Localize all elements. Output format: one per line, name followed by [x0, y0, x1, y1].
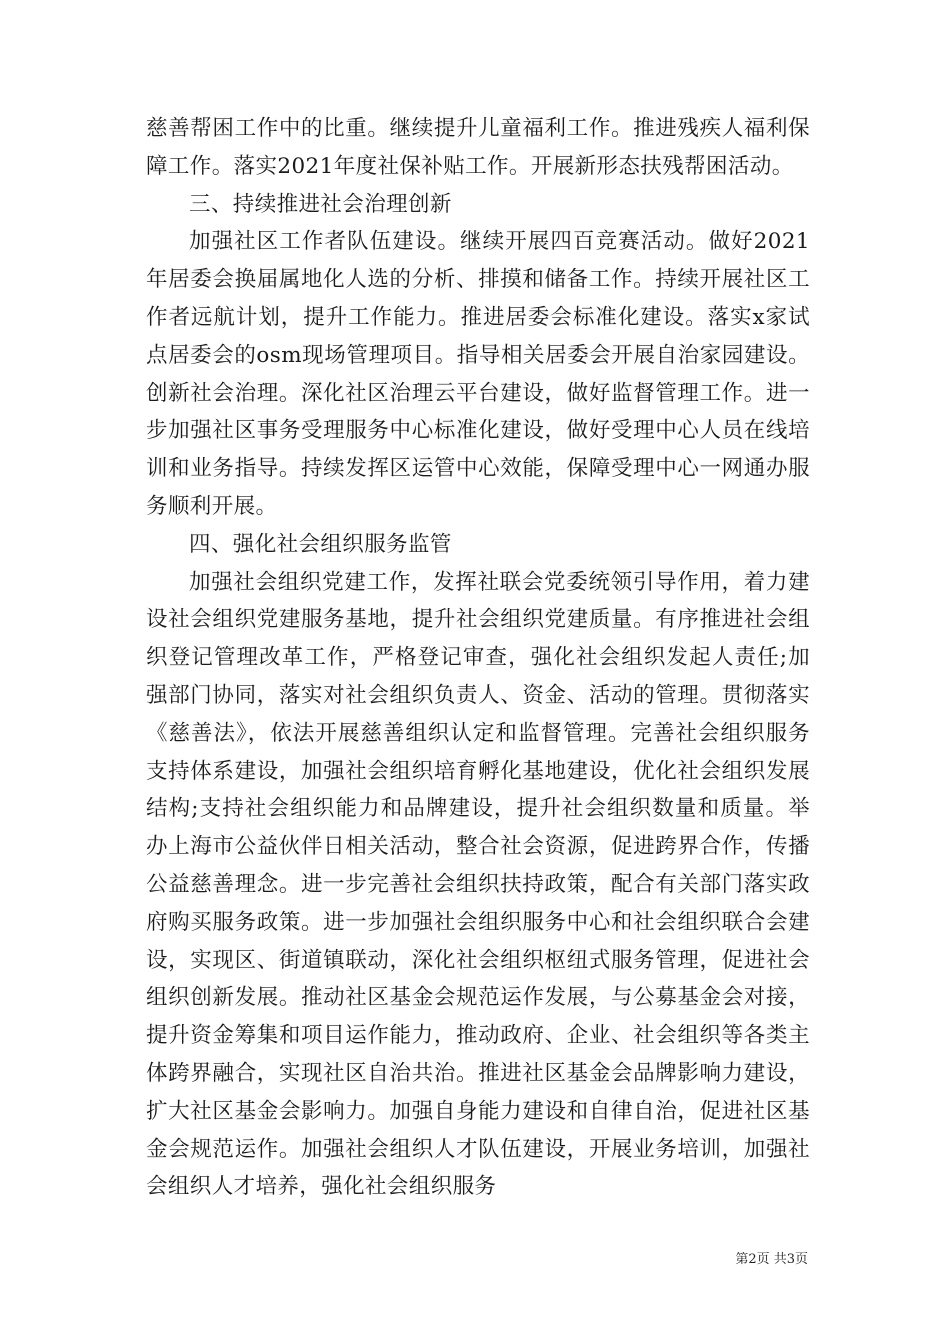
section-heading-3: 三、持续推进社会治理创新 [189, 191, 452, 217]
document-body [146, 110, 810, 1206]
section-heading-4: 四、强化社会组织服务监管 [189, 531, 452, 557]
paragraph-3: 加强社会组织党建工作，发挥社联会党委统领引导作用，着力建设社会组织党建服务基地，提升社会组织党建质量。有序推进社会组织登记管理改革工作，严格登记审查，强化社会组织发起人责任;加强部门协同，落实对社会组织负责人、资金、活动的管理。贯彻落实《慈善法》，依法开展慈善组织认定和监督管理。完善社会组织服务支持体系建设，加强社会组织培育孵化基地建设，优化社会组织发展结构;支持社会组织能力和品牌建设，提升社会组织数量和质量。举办上海市公益伙伴日相关活动，整合社会资源，促进跨界合作，传播公益慈善理念。进一步完善社会组织扶持政策，配合有关部门落实政府购买服务政策。进一步加强社会组织服务中心和社会组织联合会建设，实现区、街道镇联动，深化社会组织枢纽式服务管理，促进社会组织创新发展。推动社区基金会规范运作发展，与公募基金会对接，提升资金筹集和项目运作能力，推动政府、企业、社会组织等各类主体跨界融合，实现社区自治共治。推进社区基金会品牌影响力建设，扩大社区基金会影响力。加强自身能力建设和自律自治，促进社区基金会规范运作。加强社会组织人才队伍建设，开展业务培训，加强社会组织人才培养，强化社会组织服务 [146, 569, 810, 1200]
page-number-footer: 第2页 共3页 [735, 1252, 808, 1267]
paragraph-2: 加强社区工作者队伍建设。继续开展四百竞赛活动。做好2021年居委会换届属地化人选的分析、排摸和储备工作。持续开展社区工作者远航计划，提升工作能力。推进居委会标准化建设。落实x家试点居委会的osm现场管理项目。指导相关居委会开展自治家园建设。创新社会治理。深化社区治理云平台建设，做好监督管理工作。进一步加强社区事务受理服务中心标准化建设，做好受理中心人员在线培训和业务指导。持续发挥区运管中心效能，保障受理中心一网通办服务顺利开展。 [146, 229, 810, 519]
paragraph-1: 慈善帮困工作中的比重。继续提升儿童福利工作。推进残疾人福利保障工作。落实2021年度社保补贴工作。开展新形态扶残帮困活动。 [146, 116, 810, 179]
